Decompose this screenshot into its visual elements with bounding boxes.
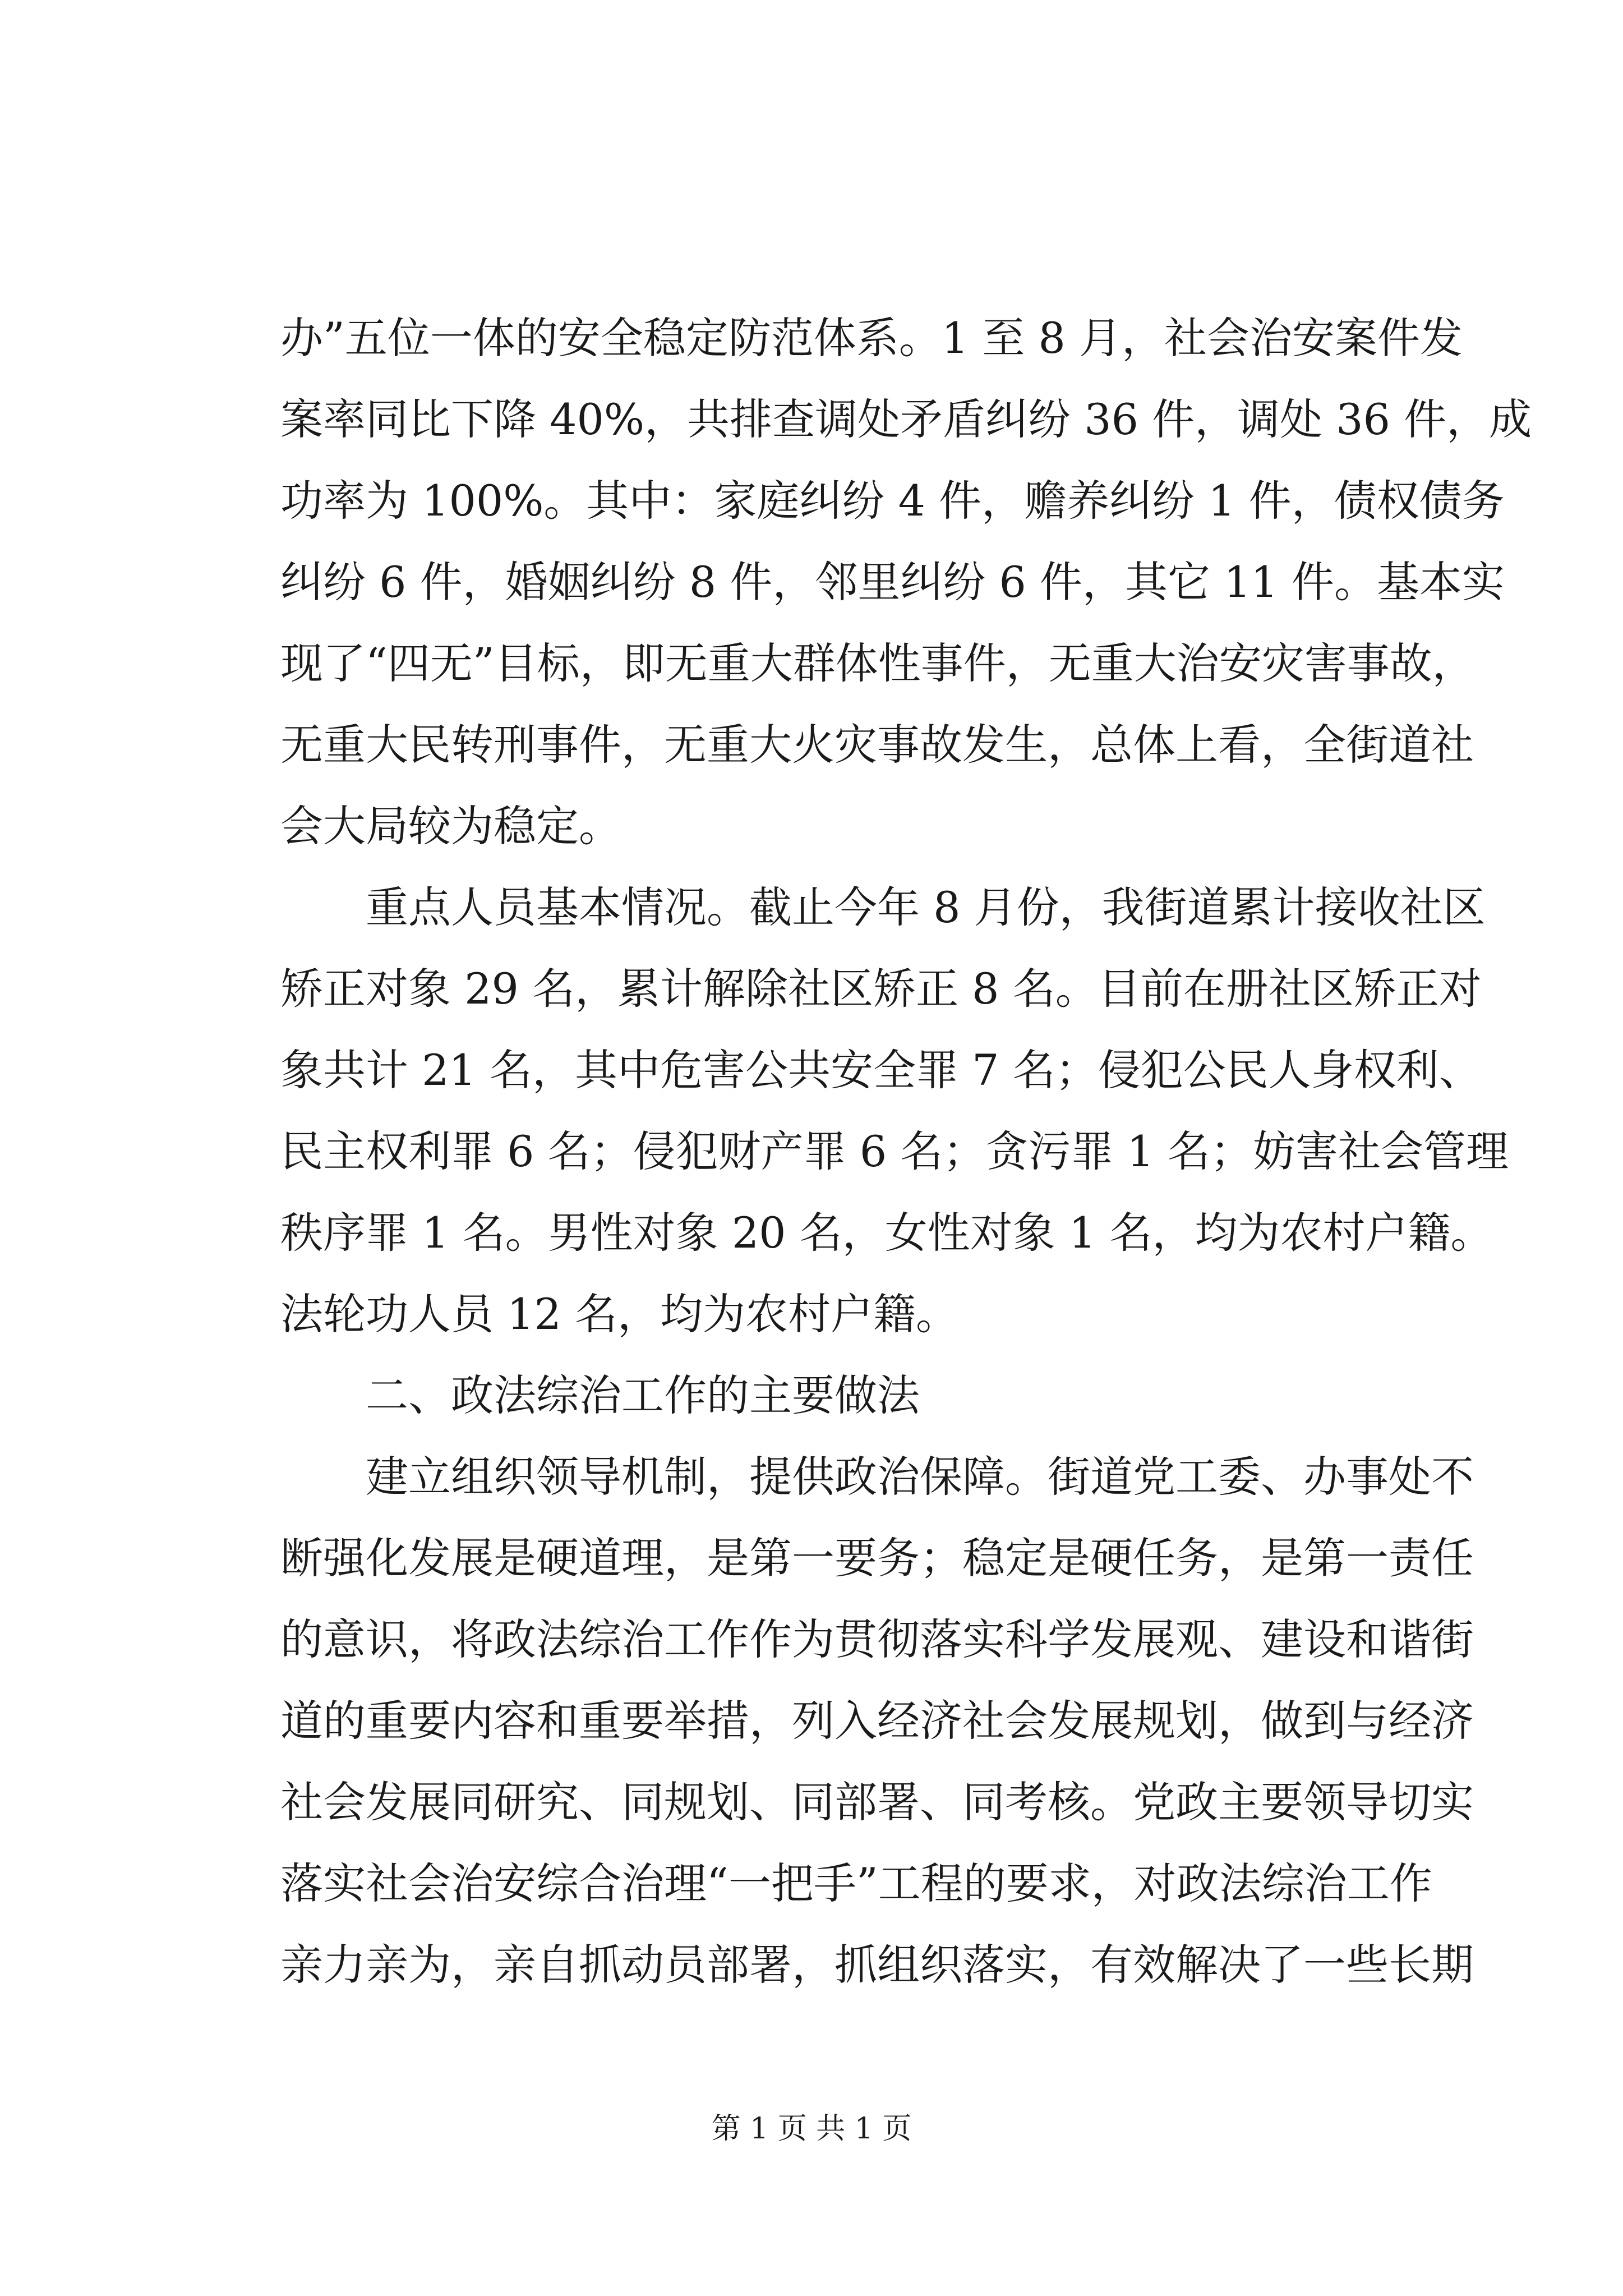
document-body [280,297,1532,2005]
text-line: 无重大民转刑事件，无重大火灾事故发生，总体上看，全街道社 [280,720,1474,770]
section-heading: 二、政法综治工作的主要做法 [366,1370,920,1420]
text-line: 会大局较为稳定。 [280,801,621,851]
text-line: 道的重要内容和重要举措，列入经济社会发展规划，做到与经济 [280,1696,1474,1746]
text-line: 象共计 21 名，其中危害公共安全罪 7 名；侵犯公民人身权利、 [280,1045,1482,1095]
text-line: 办”五位一体的安全稳定防范体系。1 至 8 月，社会治安案件发 [280,313,1463,363]
text-line: 纠纷 6 件，婚姻纠纷 8 件，邻里纠纷 6 件，其它 11 件。基本实 [280,557,1505,607]
text-line: 的意识，将政法综治工作作为贯彻落实科学发展观、建设和谐街 [280,1614,1474,1664]
text-line: 落实社会治安综合治理“一把手”工程的要求，对政法综治工作 [280,1858,1432,1908]
text-line: 法轮功人员 12 名，均为农村户籍。 [280,1289,959,1339]
text-line: 案率同比下降 40%，共排查调处矛盾纠纷 36 件，调处 36 件，成 [280,394,1532,444]
text-line: 亲力亲为，亲自抓动员部署，抓组织落实，有效解决了一些长期 [280,1940,1474,1990]
text-line: 重点人员基本情况。截止今年 8 月份，我街道累计接收社区 [366,882,1486,932]
text-line: 社会发展同研究、同规划、同部署、同考核。党政主要领导切实 [280,1777,1474,1827]
text-line: 功率为 100%。其中：家庭纠纷 4 件，赡养纠纷 1 件，债权债务 [280,476,1505,526]
text-line: 民主权利罪 6 名；侵犯财产罪 6 名；贪污罪 1 名；妨害社会管理 [280,1126,1509,1176]
text-line: 秩序罪 1 名。男性对象 20 名，女性对象 1 名，均为农村户籍。 [280,1208,1493,1258]
page-footer: 第 1 页 共 1 页 [711,2112,912,2146]
text-line: 矫正对象 29 名，累计解除社区矫正 8 名。目前在册社区矫正对 [280,964,1482,1014]
text-line: 现了“四无”目标，即无重大群体性事件，无重大治安灾害事故， [280,638,1475,688]
text-line: 建立组织领导机制，提供政治保障。街道党工委、办事处不 [366,1452,1474,1502]
text-line: 断强化发展是硬道理，是第一要务；稳定是硬任务，是第一责任 [280,1533,1474,1583]
